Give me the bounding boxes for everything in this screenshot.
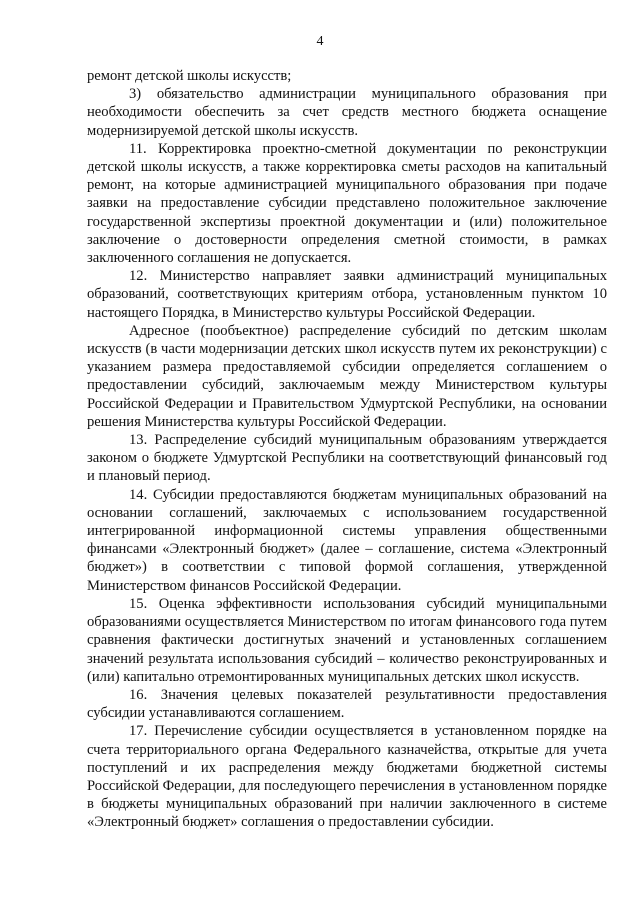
paragraph-14: 14. Субсидии предоставляются бюджетам муниципальных образований на основании соглашений, заключаемых с использованием государственной интегрированной информационной системы управления общественными финансами «Электронный бюджет» (далее – соглашение, система «Электронный бюджет») в соответствии с типовой формой соглашения, утвержденной Министерством финансов Российской Федерации. — [87, 486, 607, 594]
paragraph-15: 15. Оценка эффективности использования субсидий муниципальными образованиями осуществляется Министерством по итогам финансового года путем сравнения фактически достигнутых значений и установленных соглашением значений результата использования субсидий – количество реконструированных и (или) капитально отремонтированных муниципальных детских школ искусств. — [87, 595, 607, 685]
paragraph-17: 17. Перечисление субсидии осуществляется в установленном порядке на счета территориального органа Федерального казначейства, открытые для учета поступлений и их распределения между бюджетами бюджетной системы Российской Федерации, для последующего перечисления в установленном порядке в бюджеты муниципальных образований при наличии заключенного в системе «Электронный бюджет» соглашения о предоставлении субсидии. — [87, 723, 607, 831]
document-body — [87, 67, 607, 832]
paragraph-12-addendum: Адресное (пообъектное) распределение субсидий по детским школам искусств (в части модернизации детских школ искусств путем их реконструкции) с указанием размера предоставляемой субсидии определяется соглашением о предоставлении субсидий, заключаемым между Министерством культуры Российской Федерации и Правительством Удмуртской Республики, на основании решения Министерства культуры Российской Федерации. — [87, 322, 607, 430]
page-number: 4 — [316, 34, 324, 49]
paragraph-12: 12. Министерство направляет заявки администраций муниципальных образований, соответствующих критериям отбора, установленным пунктом 10 настоящего Порядка, в Министерство культуры Российской Федерации. — [87, 268, 607, 321]
paragraph-13: 13. Распределение субсидий муниципальным образованиям утверждается законом о бюджете Удмуртской Республики на соответствующий финансовый год и плановый период. — [87, 432, 607, 485]
paragraph-16: 16. Значения целевых показателей результативности предоставления субсидии устанавливаются соглашением. — [87, 686, 607, 722]
paragraph-11: 11. Корректировка проектно-сметной документации по реконструкции детской школы искусств, а также корректировка сметы расходов на капитальный ремонт, на которые администрацией муниципального образования при подаче заявки на предоставление субсидии представлено положительное заключение государственной экспертизы проектной документации и (или) положительное заключение о достоверности определения сметной стоимости, в рамках заключенного соглашения не допускается. — [87, 140, 607, 267]
paragraph-continuation: ремонт детской школы искусств; — [87, 68, 292, 84]
paragraph-item-3: 3) обязательство администрации муниципального образования при необходимости обеспечить за счет средств местного бюджета оснащение модернизируемой детской школы искусств. — [87, 86, 607, 139]
